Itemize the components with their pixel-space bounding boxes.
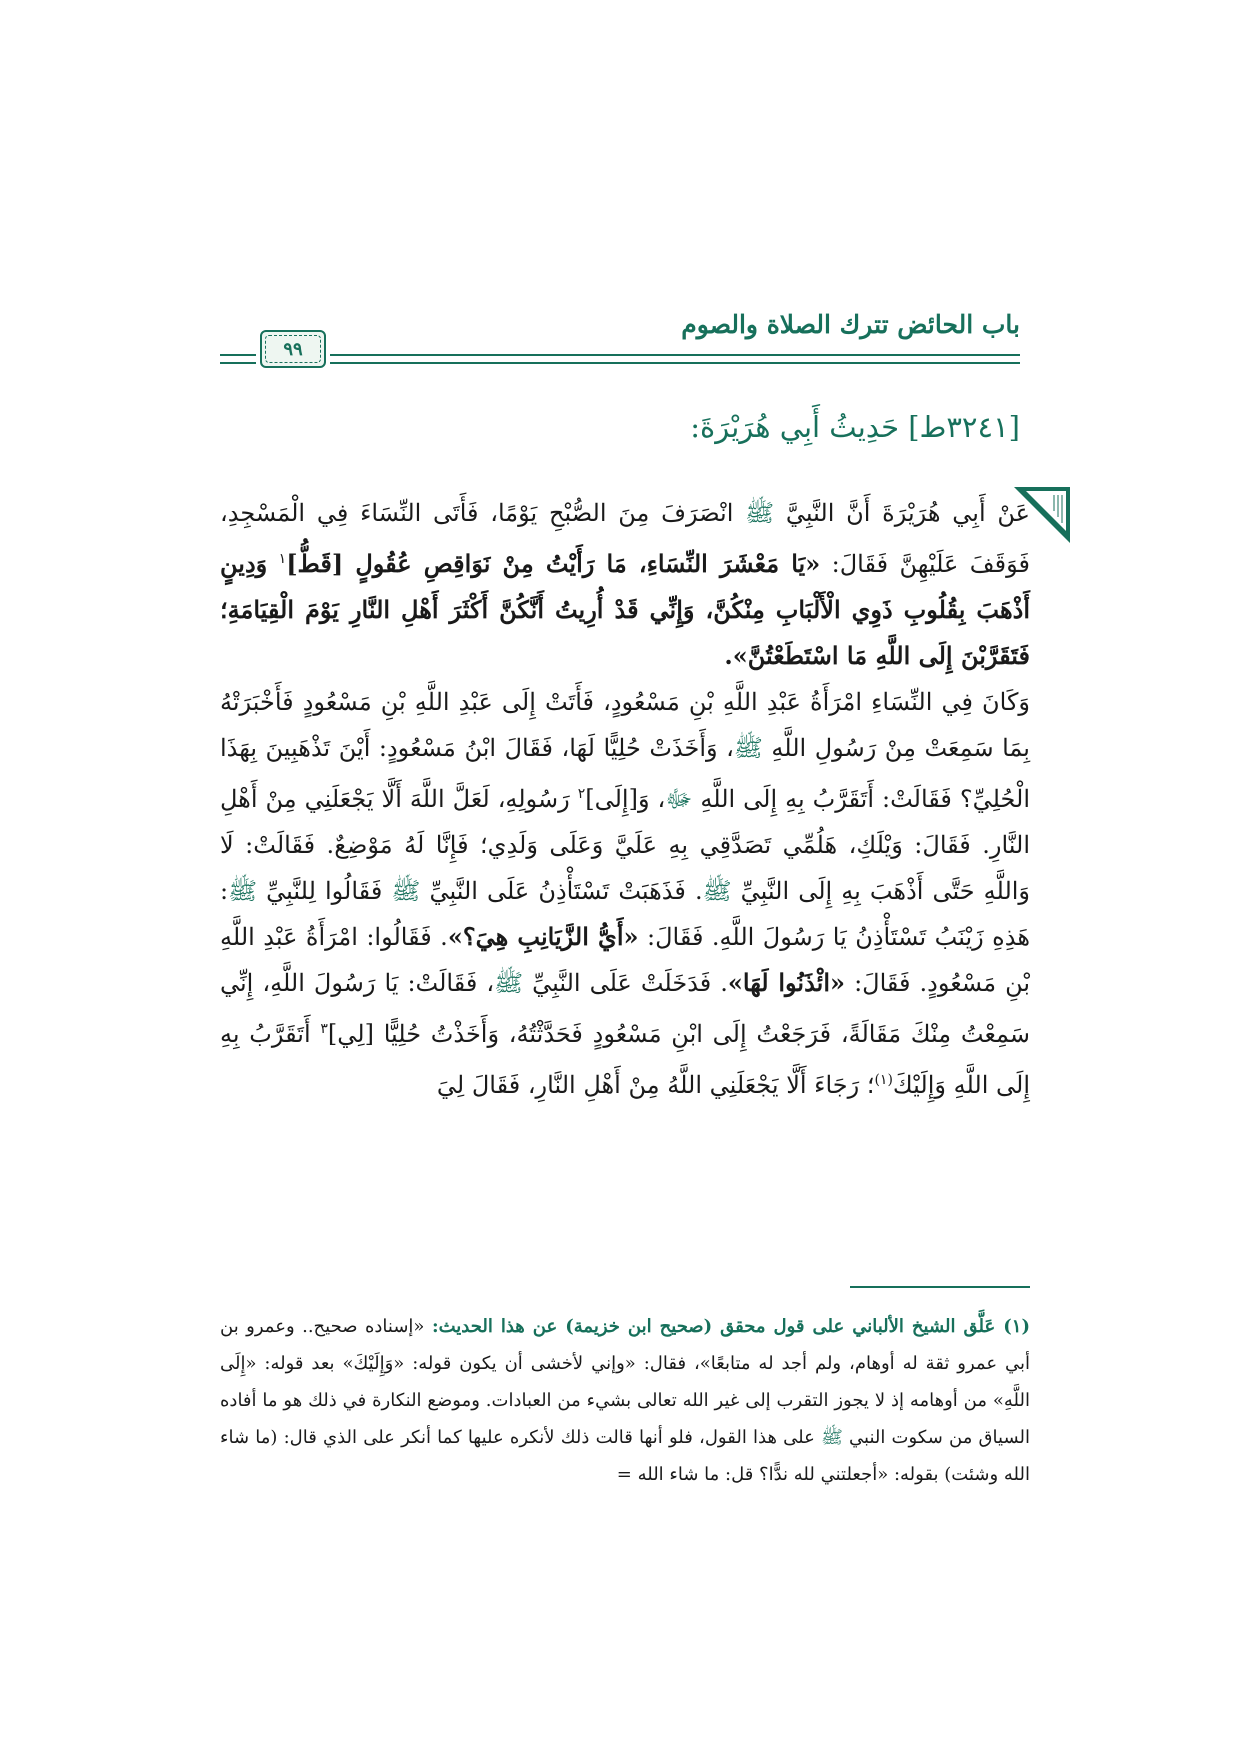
footnote-text: على هذا القول، فلو أنها قالت ذلك لأنكره عليها كما أنكر على الذي قال: (ما شاء الله وشئت) بقوله: «أجعلتني لله ندًّا؟ قل: ما شاء الله = — [220, 1427, 1030, 1485]
text-run: ، فَقَالَتْ: يَا رَسُولَ اللَّهِ، إِنِّي سَمِعْتُ مِنْكَ مَقَالَةً، فَرَجَعْتُ إِلَى ابْنِ مَسْعُودٍ فَحَدَّثْتُهُ، وَأَخَذْتُ حُلِيًّا [لِي] — [220, 969, 1031, 1048]
salutation-glyph: ﷺ — [702, 877, 732, 905]
salutation-glyph: ﷺ — [733, 734, 763, 762]
hadith-body — [220, 490, 1030, 1108]
text-run: . فَدَخَلَتْ عَلَى النَّبِيِّ — [532, 969, 728, 997]
header-rule-top — [330, 354, 1020, 356]
prophetic-quote: «يَا مَعْشَرَ النِّسَاءِ، مَا رَأَيْتُ مِنْ نَوَاقِصِ عُقُولٍ [قَطُّ] — [286, 549, 821, 578]
text-run: رَسُولِهِ، لَعَلَّ اللَّهَ أَلَّا يَجْعَلَنِي مِنْ أَهْلِ النَّارِ. فَقَالَ: وَيْلَكِ، هَلُمِّي تَصَدَّقِي بِهِ عَلَيَّ وَعَلَى وَلَدِي؛ فَإِنَّا لَهُ مَوْضِعٌ. فَقَالَتْ: لَا وَاللَّهِ حَتَّى أَذْهَبَ بِهِ إِلَى النَّبِيِّ — [220, 785, 1031, 905]
prophetic-quote: «أَيُّ الزَّيَانِبِ هِيَ؟» — [447, 922, 639, 951]
hadith-title: حَدِيثُ أَبِي هُرَيْرَةَ: — [690, 410, 899, 444]
salutation-glyph: ﷺ — [745, 499, 775, 527]
page-number-badge — [260, 330, 326, 368]
glorification-glyph: ﷻ — [665, 785, 693, 813]
chapter-title: باب الحائض تترك الصلاة والصوم — [681, 310, 1020, 339]
salutation-glyph: ﷺ — [228, 877, 258, 905]
page-number: ٩٩ — [283, 338, 303, 360]
text-run: فَقَالُوا لِلنَّبِيِّ — [266, 877, 383, 905]
text-run: وَكَانَ فِي النِّسَاءِ امْرَأَةُ عَبْدِ اللَّهِ بْنِ مَسْعُودٍ، فَأَتَتْ إِلَى عَبْدِ اللَّهِ بْنِ مَسْعُودٍ فَأَخْبَرَتْهُ بِمَا سَمِعَتْ مِنْ رَسُولِ اللَّهِ — [220, 688, 1030, 762]
prophetic-quote: «ائْذَنُوا لَهَا» — [727, 968, 846, 997]
text-run: ، وَ[إِلَى] — [585, 785, 666, 813]
header-rule-left-top — [220, 354, 256, 356]
footnote-lead: (١) عَلَّق الشيخ الألباني على قول محقق (صحيح ابن خزيمة) عن هذا الحديث: — [431, 1316, 1030, 1337]
text-run: أَتَقَرَّبُ بِهِ إِلَى اللَّهِ وَإِلَيْكَ — [220, 1020, 1030, 1099]
text-run: عَنْ أَبِي هُرَيْرَةَ أَنَّ النَّبِيَّ — [785, 499, 1030, 527]
text-run: . فَذَهَبَتْ تَسْتَأْذِنُ عَلَى النَّبِيِّ — [429, 877, 703, 905]
text-run: : هَذِهِ زَيْنَبُ تَسْتَأْذِنُ يَا رَسُولَ اللَّهِ. فَقَالَ: — [220, 877, 1030, 951]
footnote-reference[interactable]: (١) — [874, 1072, 893, 1088]
text-run: . فَقَالُوا: امْرَأَةُ عَبْدِ اللَّهِ بْنِ مَسْعُودٍ. فَقَالَ: — [220, 923, 1031, 997]
text-run: ، وَأَخَذَتْ حُلِيًّا لَهَا، فَقَالَ ابْنُ مَسْعُودٍ: أَيْنَ تَذْهَبِينَ بِهَذَا الْحُلِيِّ؟ فَقَالَتْ: أَتَقَرَّبُ بِهِ إِلَى اللَّهِ — [220, 734, 1031, 813]
footnote — [220, 1308, 1030, 1493]
editor-note-marker: ٢ — [577, 786, 586, 802]
hadith-number: [٣٢٤١ط] — [908, 410, 1020, 444]
salutation-glyph: ﷺ — [391, 877, 421, 905]
text-run: ؛ رَجَاءَ أَلَّا يَجْعَلَنِي اللَّهُ مِنْ أَهْلِ النَّارِ، فَقَالَ لِيَ — [436, 1071, 875, 1099]
salutation-glyph: ﷺ — [821, 1427, 843, 1448]
paragraph-2 — [220, 679, 1030, 1108]
header-rule-bottom — [330, 362, 1020, 364]
footnote-separator — [850, 1286, 1030, 1288]
prophetic-quote: وَدِينٍ أَذْهَبَ بِقُلُوبِ ذَوِي الْأَلْبَابِ مِنْكُنَّ، وَإِنِّي قَدْ أُرِيتُ أَنَّكُنَّ أَكْثَرَ أَهْلِ النَّارِ يَوْمَ الْقِيَامَةِ؛ فَتَقَرَّبْنَ إِلَى اللَّهِ مَا اسْتَطَعْتُنَّ». — [220, 549, 1030, 670]
text-run: انْصَرَفَ مِنَ الصُّبْحِ يَوْمًا، فَأَتَى النِّسَاءَ فِي الْمَسْجِدِ، فَوَقَفَ عَلَيْهِنَّ فَقَالَ: — [220, 499, 1030, 578]
running-header — [220, 310, 1020, 370]
paragraph-1 — [220, 490, 1030, 679]
section-heading — [690, 410, 1020, 444]
salutation-glyph: ﷺ — [494, 969, 524, 997]
footnote-text: «إسناده صحيح.. وعمرو بن أبي عمرو ثقة له أوهام، ولم أجد له متابعًا»، فقال: «وإني لأخشى أن يكون قوله: «وَإِلَيْكَ» بعد قوله: «إِلَى اللَّهِ» من أوهامه إذ لا يجوز التقرب إلى غير الله تعالى بشيء من العبادات. وموضع النكارة في ذلك هو ما أفاده السياق من سكوت النبي — [220, 1316, 1030, 1448]
editor-note-marker: ١ — [278, 551, 287, 567]
header-rule-left-bottom — [220, 362, 256, 364]
editor-note-marker: ٣ — [320, 1021, 328, 1037]
